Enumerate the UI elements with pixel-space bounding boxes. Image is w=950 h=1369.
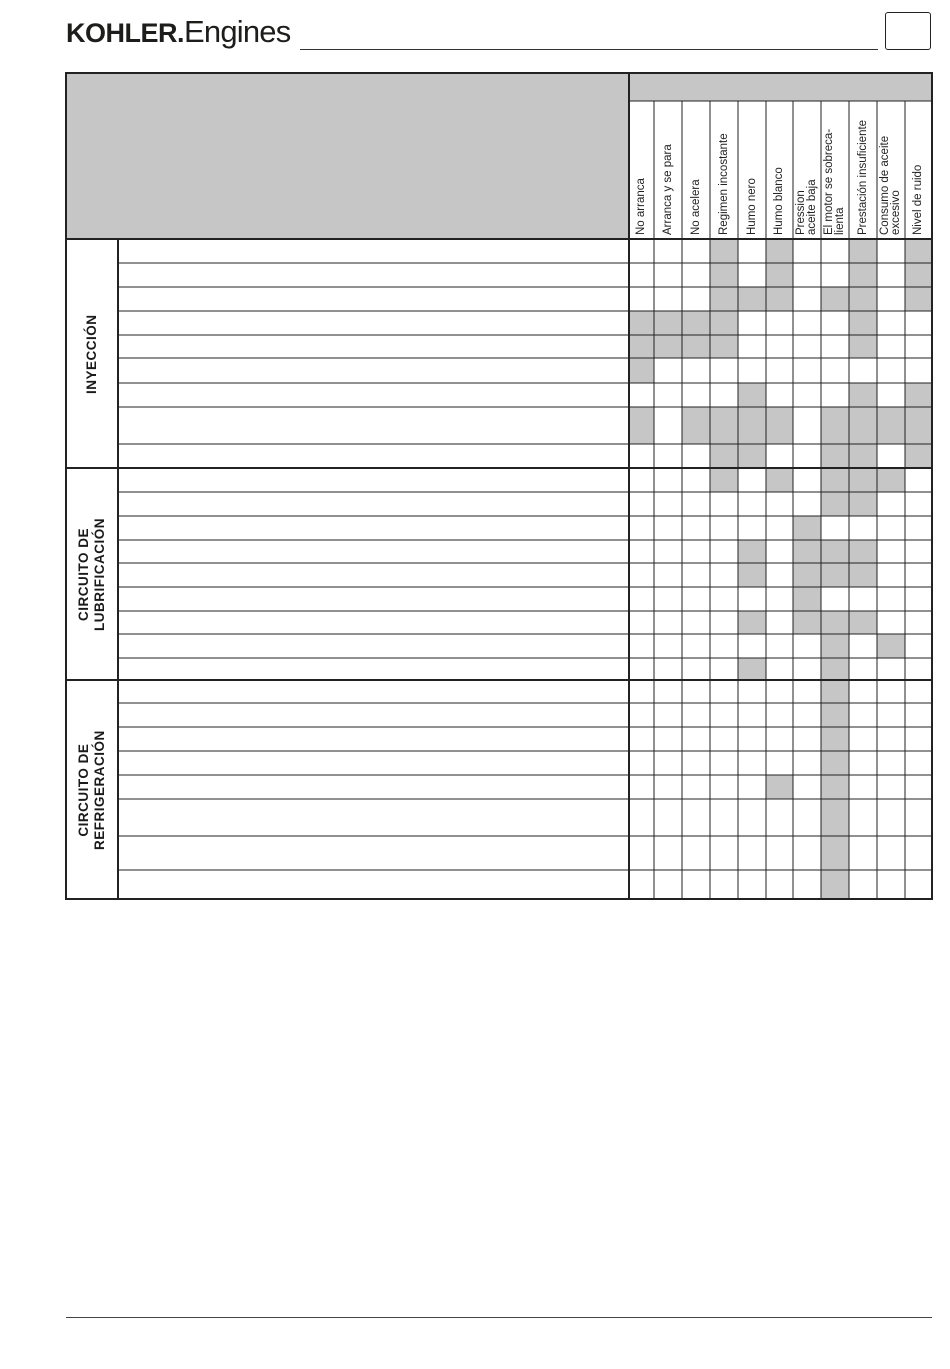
symptom-cell-marked	[905, 263, 932, 287]
symptom-cell-marked	[710, 335, 738, 358]
symptom-cell-marked	[738, 444, 766, 468]
section-title: CIRCUITO DE LUBRIFICACIÓN	[76, 517, 107, 631]
symptom-cell-marked	[654, 311, 682, 335]
symptom-cell-marked	[821, 444, 849, 468]
symptom-cell-marked	[629, 358, 654, 383]
symptom-cell-marked	[821, 775, 849, 799]
symptom-cell-marked	[821, 287, 849, 311]
footer-rule	[66, 1317, 932, 1318]
symptom-cell-marked	[738, 611, 766, 634]
symptom-cell-marked	[821, 870, 849, 899]
header-corner-fill	[66, 73, 629, 239]
symptom-cell-marked	[877, 634, 905, 658]
symptom-cell-marked	[849, 611, 877, 634]
symptom-cell-marked	[710, 311, 738, 335]
symptom-cell-marked	[738, 407, 766, 444]
symptom-cell-marked	[905, 287, 932, 311]
column-header: No acelera	[689, 179, 702, 235]
symptom-cell-marked	[710, 407, 738, 444]
symptom-cell-marked	[738, 563, 766, 587]
symptom-cell-marked	[821, 727, 849, 751]
symptom-cell-marked	[821, 407, 849, 444]
symptom-cell-marked	[821, 680, 849, 703]
symptom-cell-marked	[766, 263, 793, 287]
symptom-cell-marked	[821, 563, 849, 587]
symptom-cell-marked	[766, 239, 793, 263]
column-header: Pression aceite baja	[795, 179, 818, 235]
logo-brand: KOHLER.	[66, 18, 184, 48]
symptom-cell-marked	[793, 540, 821, 563]
column-header: Humo blanco	[773, 167, 785, 235]
symptom-cell-marked	[849, 407, 877, 444]
column-header: El motor se sobreca- lienta	[823, 128, 846, 235]
header-top-band	[629, 73, 932, 101]
symptom-cell-marked	[682, 311, 710, 335]
symptom-cell-marked	[849, 468, 877, 492]
symptom-cell-marked	[710, 444, 738, 468]
column-header: Prestación insuficiente	[856, 119, 869, 235]
symptom-cell-marked	[849, 239, 877, 263]
symptom-cell-marked	[654, 335, 682, 358]
symptom-cell-marked	[849, 335, 877, 358]
column-header: No arranca	[635, 178, 647, 235]
symptom-cell-marked	[821, 468, 849, 492]
symptom-cell-marked	[629, 311, 654, 335]
symptom-cell-marked	[710, 287, 738, 311]
symptom-cell-marked	[821, 492, 849, 516]
symptom-cell-marked	[682, 335, 710, 358]
symptom-cell-marked	[905, 239, 932, 263]
symptom-cell-marked	[821, 799, 849, 836]
symptom-cell-marked	[682, 407, 710, 444]
section-title: INYECCIÓN	[84, 313, 99, 394]
symptom-cell-marked	[849, 444, 877, 468]
symptom-cell-marked	[905, 444, 932, 468]
logo-product: Engines	[184, 14, 291, 49]
symptom-cell-marked	[766, 775, 793, 799]
symptom-cell-marked	[766, 287, 793, 311]
symptom-cell-marked	[821, 611, 849, 634]
symptom-cell-marked	[849, 492, 877, 516]
symptom-cell-marked	[821, 703, 849, 727]
symptom-cell-marked	[905, 407, 932, 444]
symptom-cell-marked	[821, 658, 849, 680]
column-header: Consumo de aceite excesivo	[879, 135, 902, 235]
symptom-cell-marked	[738, 540, 766, 563]
symptom-cell-marked	[821, 751, 849, 775]
symptom-cell-marked	[849, 311, 877, 335]
symptom-cell-marked	[821, 540, 849, 563]
symptom-cell-marked	[793, 516, 821, 540]
symptom-cell-marked	[766, 407, 793, 444]
symptom-cell-marked	[849, 383, 877, 407]
column-header: Arranca y se para	[661, 144, 674, 235]
symptom-cell-marked	[629, 335, 654, 358]
symptom-cell-marked	[849, 287, 877, 311]
section-title: CIRCUITO DE REFRIGERACIÓN	[76, 729, 107, 850]
column-header: Humo nero	[745, 178, 758, 235]
symptom-cell-marked	[710, 468, 738, 492]
symptom-cell-marked	[821, 836, 849, 870]
symptom-cell-marked	[793, 563, 821, 587]
symptom-cell-marked	[766, 468, 793, 492]
symptom-cell-marked	[793, 611, 821, 634]
symptom-cell-marked	[629, 407, 654, 444]
symptom-cell-marked	[821, 634, 849, 658]
symptom-cell-marked	[793, 587, 821, 611]
symptom-cell-marked	[738, 383, 766, 407]
column-header: Nivel de ruido	[912, 164, 924, 235]
symptom-cell-marked	[877, 468, 905, 492]
symptom-cell-marked	[710, 263, 738, 287]
symptom-cell-marked	[905, 383, 932, 407]
symptom-cell-marked	[710, 239, 738, 263]
symptom-cell-marked	[738, 287, 766, 311]
symptom-cell-marked	[877, 407, 905, 444]
symptom-cell-marked	[738, 658, 766, 680]
symptom-cell-marked	[849, 263, 877, 287]
symptom-cell-marked	[849, 540, 877, 563]
column-header: Regimen incostante	[717, 133, 730, 235]
symptom-cell-marked	[849, 563, 877, 587]
